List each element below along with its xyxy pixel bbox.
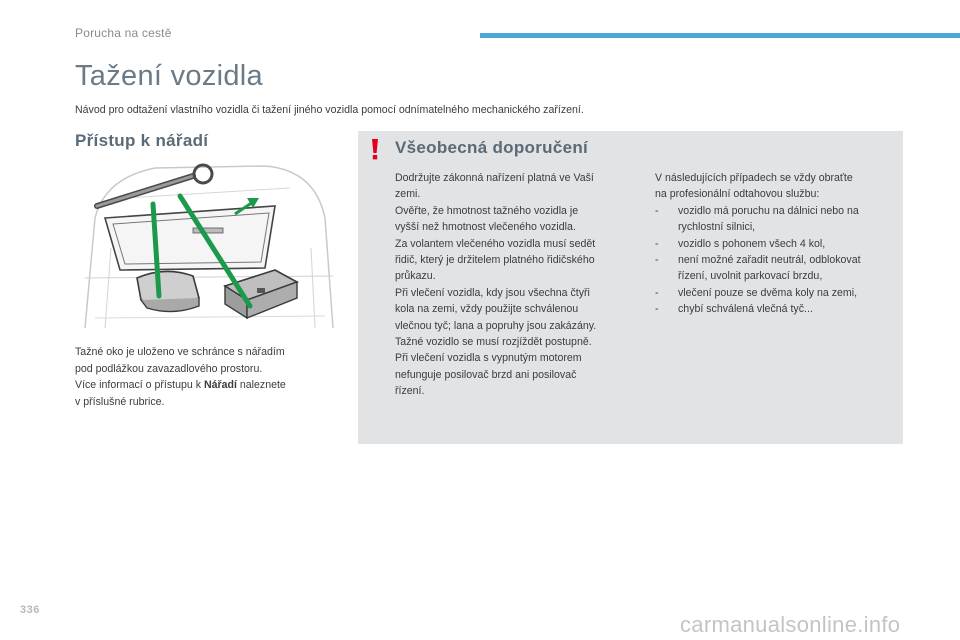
list-item: - není možné zařadit neutrál, odblokovat řízení, uvolnit parkovací brzdu,: [655, 252, 900, 285]
list-item: - vozidlo má poruchu na dálnici nebo na rychlostní silnici,: [655, 203, 900, 236]
header-rule: [480, 33, 960, 38]
list-item: - chybí schválená vlečná tyč...: [655, 301, 900, 317]
tools-access-text: [75, 344, 335, 410]
tools-reference: Nářadí: [203, 379, 237, 391]
recommendations-column-2: [655, 170, 900, 318]
recommendation-line: Při vlečení vozidla, kdy jsou všechna čtyři: [395, 286, 590, 299]
conditions-list: [655, 203, 900, 318]
recommendation-line: Dodržujte zákonná nařízení platná ve Vaší: [395, 172, 594, 184]
tools-access-line: v příslušné rubrice.: [75, 395, 165, 408]
tools-access-heading: Přístup k nářadí: [75, 131, 209, 150]
professional-service-intro: V následujících případech se vždy obraťte: [655, 172, 853, 184]
recommendation-line: řidič, který je držitelem platného řidičského: [395, 254, 595, 267]
general-recommendations-heading: Všeobecná doporučení: [395, 138, 589, 157]
tools-access-line: pod podlážkou zavazadlového prostoru.: [75, 362, 263, 375]
exclamation-icon: [368, 138, 382, 160]
list-item: - vozidlo s pohonem všech 4 kol,: [655, 236, 900, 252]
recommendation-line: Tažné vozidlo se musí rozjíždět postupně.: [395, 336, 592, 349]
recommendation-line: vlečnou tyč; lana a popruhy jsou zakázány.: [395, 319, 597, 332]
recommendation-line: průkazu.: [395, 270, 436, 283]
tools-access-line: Tažné oko je uloženo ve schránce s nářadím: [75, 346, 285, 358]
recommendation-line: Za volantem vlečeného vozidla musí sedět: [395, 237, 596, 250]
tools-access-line: Více informací o přístupu k Nářadí naleznete: [75, 379, 286, 391]
page-number: 336: [20, 604, 40, 616]
recommendation-line: kola na zemi, vždy použijte schválenou: [395, 303, 579, 316]
list-item: - vlečení pouze se dvěma koly na zemi,: [655, 285, 900, 301]
recommendation-line: nefunguje posilovač brzd ani posilovač: [395, 368, 577, 381]
section-header: Porucha na cestě: [75, 26, 172, 40]
car-trunk-tools-illustration: [75, 158, 337, 334]
recommendation-line: vyšší než hmotnost vlečeného vozidla.: [395, 221, 576, 234]
watermark: carmanualsonline.info: [680, 612, 901, 637]
page-title: Tažení vozidla: [75, 60, 263, 92]
tool-box-left: [137, 271, 199, 311]
recommendation-line: Ověřte, že hmotnost tažného vozidla je: [395, 204, 579, 217]
intro-text: Návod pro odtažení vlastního vozidla či tažení jiného vozidla pomocí odnímatelného mechanického zařízení.: [75, 104, 584, 116]
recommendation-line: Při vlečení vozidla s vypnutým motorem: [395, 352, 582, 365]
professional-service-intro: na profesionální odtahovou službu:: [655, 188, 820, 201]
recommendation-line: řízení.: [395, 385, 425, 398]
recommendations-column-1: [395, 170, 640, 400]
recommendation-line: zemi.: [395, 188, 421, 201]
